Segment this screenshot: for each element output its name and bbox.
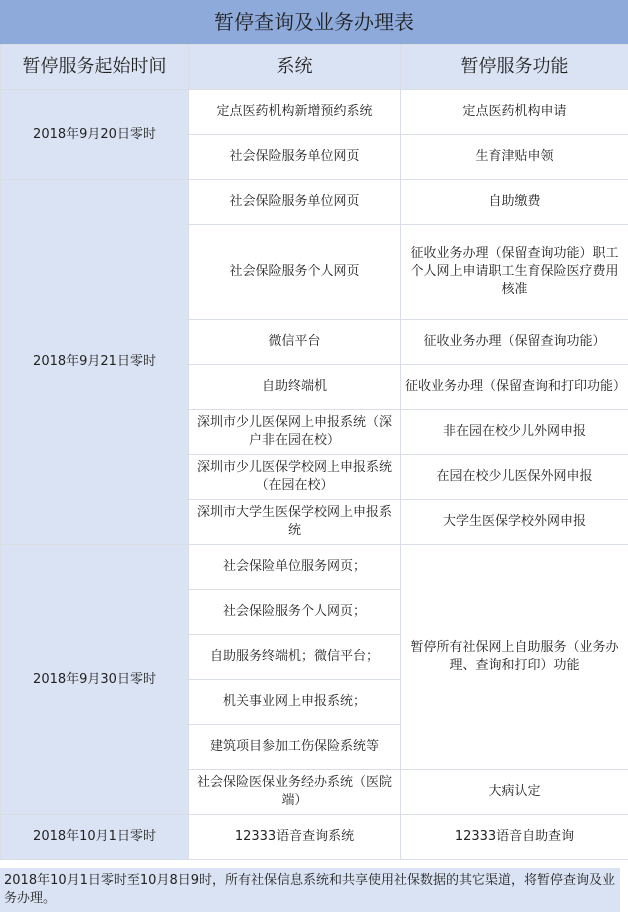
function-cell: 生育津贴申领: [401, 135, 628, 180]
start-time-cell: 2018年9月21日零时: [1, 180, 189, 545]
start-time-cell: 2018年9月30日零时: [1, 545, 189, 815]
table-row: [1, 180, 628, 225]
system-cell: 机关事业网上申报系统；: [189, 680, 401, 725]
table-row: [1, 815, 628, 860]
function-cell: 征收业务办理（保留查询和打印功能）: [401, 365, 628, 410]
system-cell: 社会保险单位服务网页；: [189, 545, 401, 590]
function-cell: 大病认定: [401, 770, 628, 815]
function-cell: 定点医药机构申请: [401, 90, 628, 135]
system-cell: 自助服务终端机；微信平台；: [189, 635, 401, 680]
header-system: 系统: [189, 45, 401, 90]
system-cell: 深圳市少儿医保网上申报系统（深户非在园在校）: [189, 410, 401, 455]
function-cell: 征收业务办理（保留查询功能）: [401, 320, 628, 365]
table-row: [1, 545, 628, 590]
header-function: 暂停服务功能: [401, 45, 628, 90]
function-cell: 非在园在校少儿外网申报: [401, 410, 628, 455]
function-cell: 大学生医保学校外网申报: [401, 500, 628, 545]
start-time-cell: 2018年10月1日零时: [1, 815, 189, 860]
system-cell: 建筑项目参加工伤保险系统等: [189, 725, 401, 770]
header-start-time: 暂停服务起始时间: [1, 45, 189, 90]
system-cell: 社会保险医保业务经办系统（医院端）: [189, 770, 401, 815]
system-cell: 社会保险服务个人网页；: [189, 590, 401, 635]
footer-note: 2018年10月1日零时至10月8日9时，所有社保信息系统和共享使用社保数据的其它渠道，将暂停查询及业务办理。: [0, 868, 620, 912]
system-cell: 微信平台: [189, 320, 401, 365]
system-cell: 12333语音查询系统: [189, 815, 401, 860]
start-time-cell: 2018年9月20日零时: [1, 90, 189, 180]
function-cell: 征收业务办理（保留查询功能）职工个人网上申请职工生育保险医疗费用核准: [401, 225, 628, 320]
system-cell: 社会保险服务单位网页: [189, 180, 401, 225]
system-cell: 深圳市大学生医保学校网上申报系统: [189, 500, 401, 545]
header-row: [1, 45, 628, 90]
table-title: 暂停查询及业务办理表: [0, 0, 628, 44]
system-cell: 社会保险服务单位网页: [189, 135, 401, 180]
function-cell-merged: 暂停所有社保网上自助服务（业务办理、查询和打印）功能: [401, 545, 628, 770]
system-cell: 社会保险服务个人网页: [189, 225, 401, 320]
function-cell: 自助缴费: [401, 180, 628, 225]
system-cell: 定点医药机构新增预约系统: [189, 90, 401, 135]
system-cell: 自助终端机: [189, 365, 401, 410]
function-cell: 在园在校少儿医保外网申报: [401, 455, 628, 500]
suspension-table: [0, 44, 628, 860]
table-row: [1, 90, 628, 135]
system-cell: 深圳市少儿医保学校网上申报系统（在园在校）: [189, 455, 401, 500]
function-cell: 12333语音自助查询: [401, 815, 628, 860]
